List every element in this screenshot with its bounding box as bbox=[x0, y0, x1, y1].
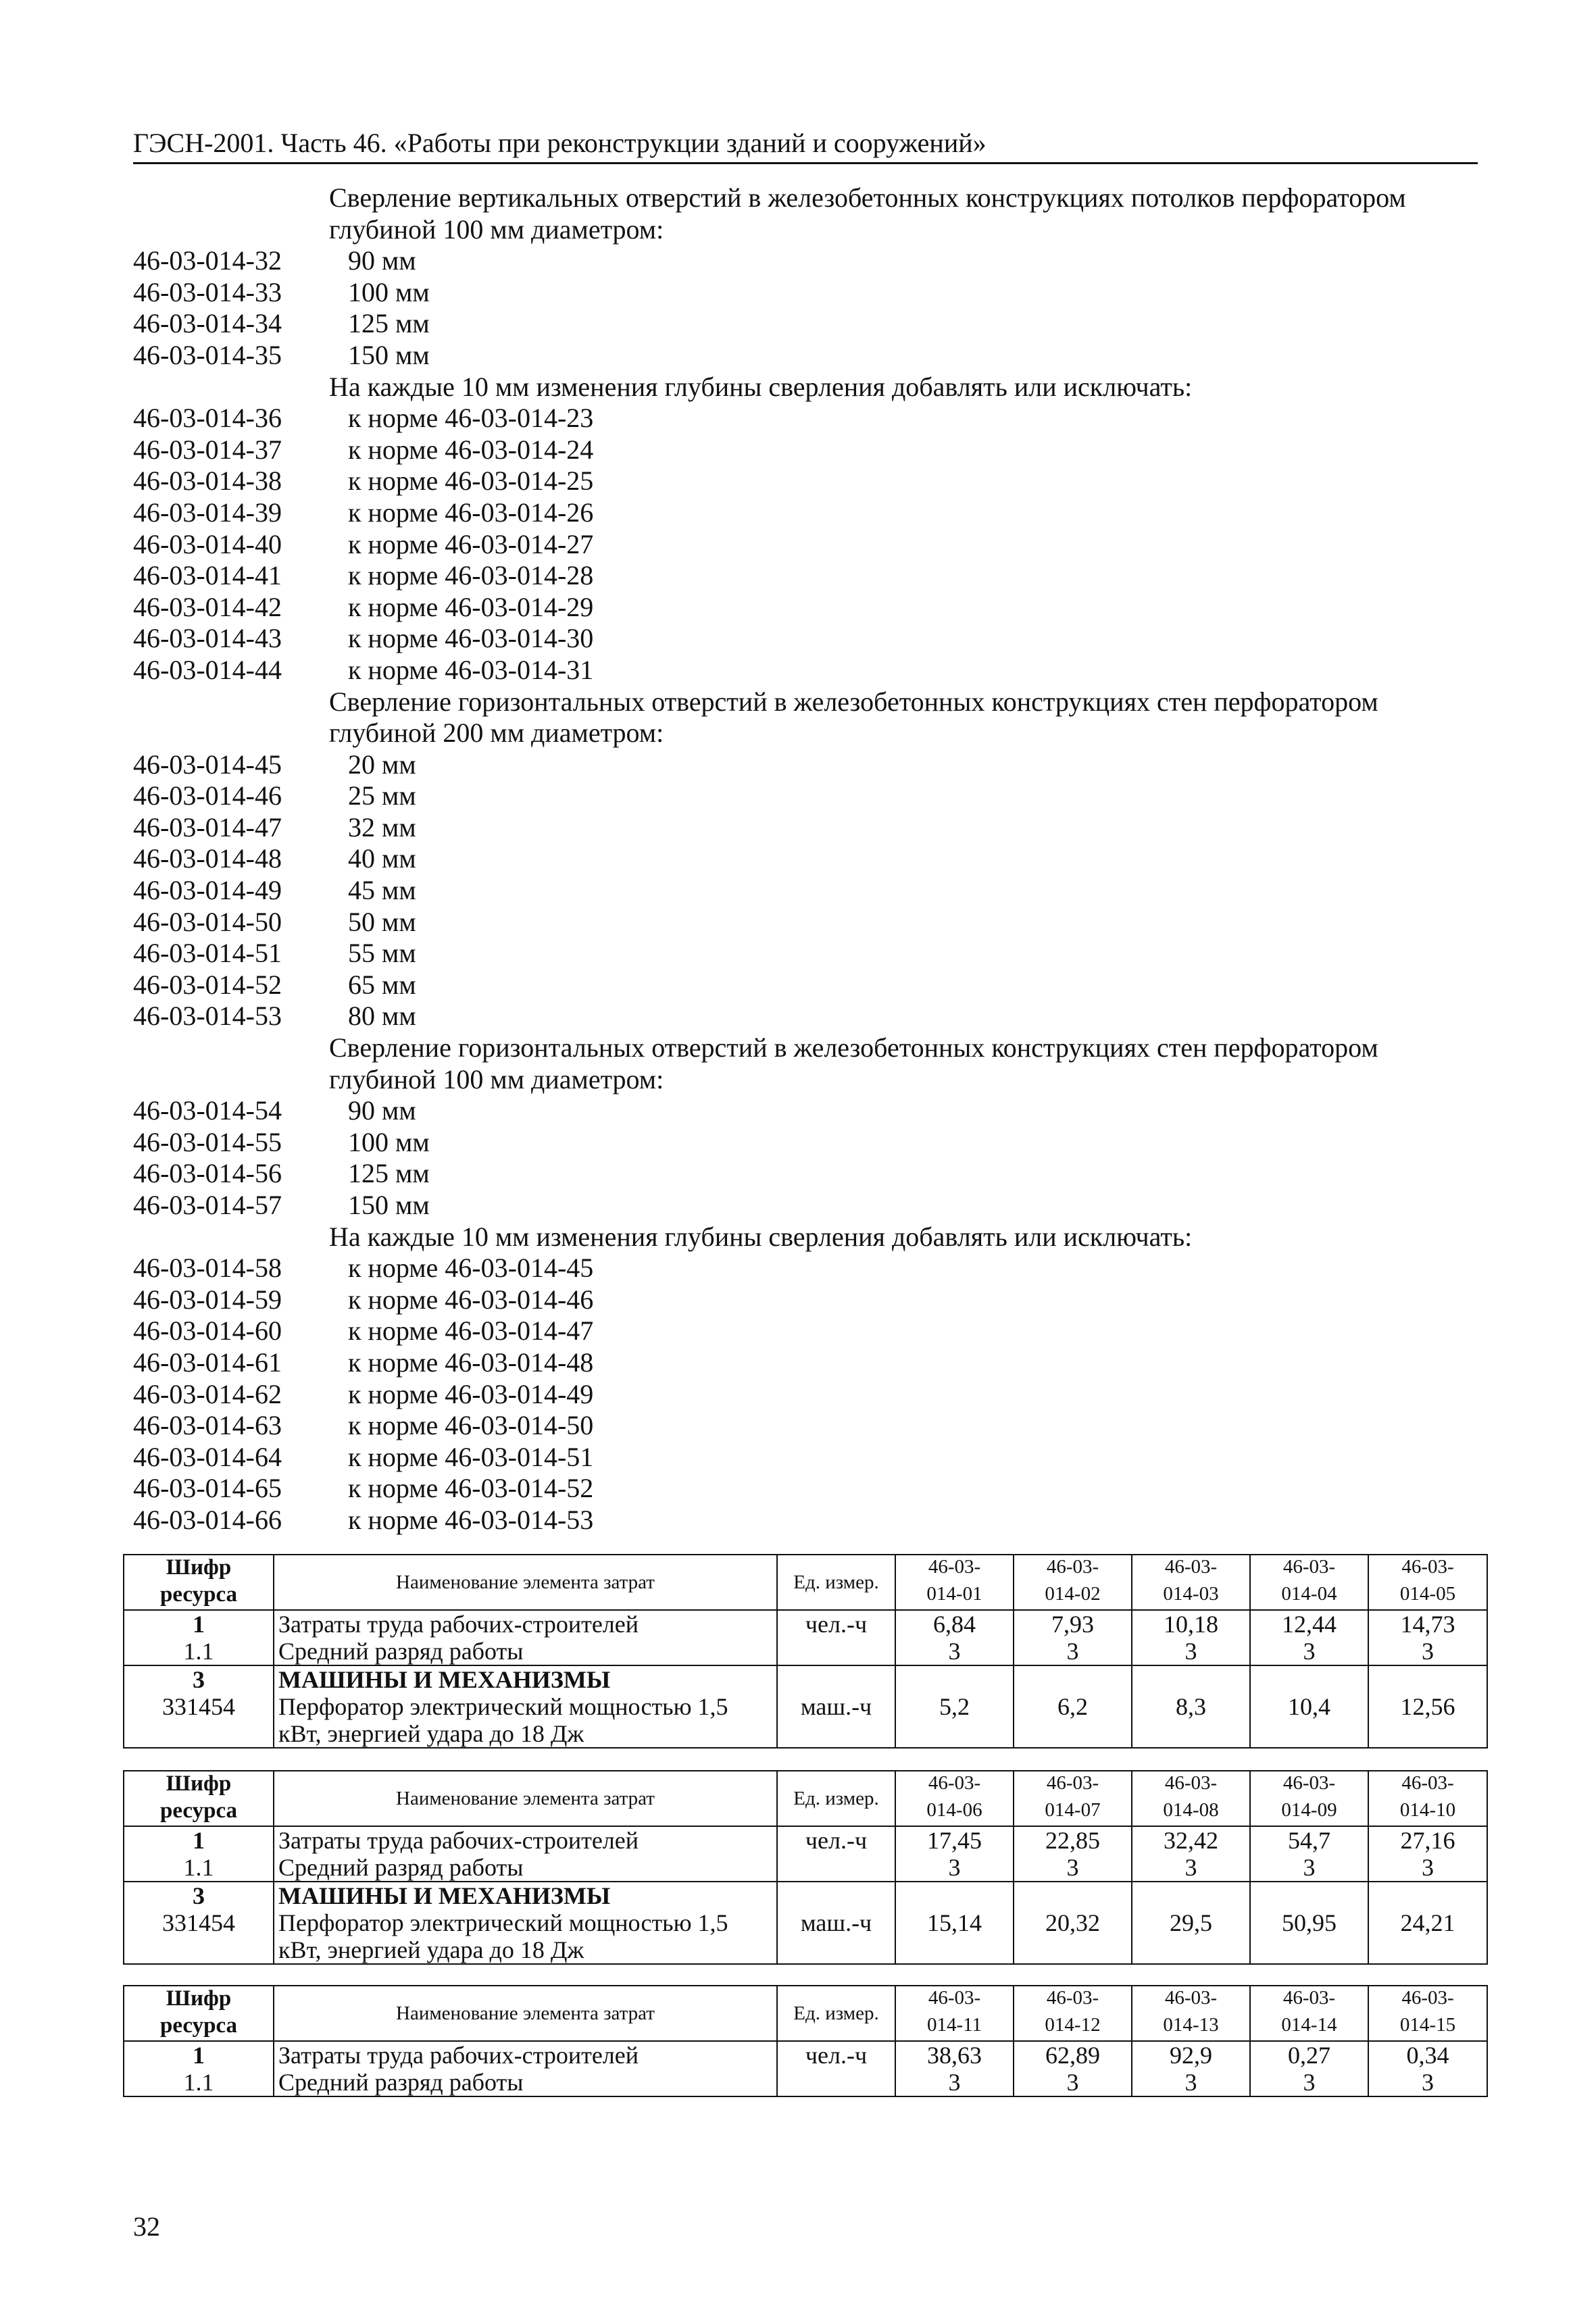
cipher-header: Шифр ресурса bbox=[124, 1555, 274, 1610]
table-row bbox=[124, 2041, 1487, 2096]
norm-value: 125 мм bbox=[348, 308, 430, 339]
list-item bbox=[133, 1001, 1478, 1032]
cipher-header: Шифр ресурса bbox=[124, 1986, 274, 2041]
unit-header: Ед. измер. bbox=[777, 1986, 895, 2041]
list-item bbox=[133, 245, 1478, 277]
norm-value: 65 мм bbox=[348, 969, 416, 1000]
norm-code: 46-03-014-61 bbox=[133, 1347, 282, 1378]
value-cell: 10,18 3 bbox=[1132, 1610, 1250, 1665]
norm-value: к норме 46-03-014-30 bbox=[348, 623, 594, 654]
section-heading: На каждые 10 мм изменения глубины сверления добавлять или исключать: bbox=[329, 371, 1193, 402]
list-item bbox=[133, 1284, 1478, 1316]
value-cell: 14,73 3 bbox=[1368, 1610, 1487, 1665]
norm-value: 150 мм bbox=[348, 339, 430, 370]
name-header: Наименование элемента затрат bbox=[274, 1555, 777, 1610]
value-cell: 54,7 3 bbox=[1250, 1826, 1368, 1882]
section-heading: Сверление горизонтальных отверстий в железобетонных конструкциях стен перфоратором bbox=[329, 686, 1378, 717]
column-header: 46-03- 014-05 bbox=[1368, 1555, 1487, 1610]
norm-code: 46-03-014-54 bbox=[133, 1095, 282, 1126]
list-item bbox=[133, 970, 1478, 1001]
list-item bbox=[133, 497, 1478, 529]
section-heading: глубиной 100 мм диаметром: bbox=[329, 213, 664, 245]
value-cell: 32,42 3 bbox=[1132, 1826, 1250, 1882]
name-cell: Затраты труда рабочих-строителей Средний разряд работы bbox=[274, 1826, 777, 1882]
norm-value: к норме 46-03-014-49 bbox=[348, 1378, 594, 1409]
page-header: ГЭСН-2001. Часть 46. «Работы при реконструкции зданий и сооружений» bbox=[133, 127, 1478, 164]
name-header: Наименование элемента затрат bbox=[274, 1986, 777, 2041]
norm-code: 46-03-014-41 bbox=[133, 560, 282, 591]
norm-code: 46-03-014-62 bbox=[133, 1378, 282, 1409]
list-item bbox=[133, 843, 1478, 875]
norm-value: к норме 46-03-014-52 bbox=[348, 1473, 594, 1504]
list-item bbox=[133, 1190, 1478, 1222]
table-row bbox=[124, 1826, 1487, 1882]
unit-cell: чел.-ч bbox=[777, 2041, 895, 2096]
norm-value: 45 мм bbox=[348, 875, 416, 906]
norm-value: 25 мм bbox=[348, 780, 416, 811]
value-cell: 10,4 bbox=[1250, 1665, 1368, 1748]
norm-code: 46-03-014-45 bbox=[133, 749, 282, 780]
table-header-row bbox=[124, 1771, 1487, 1826]
value-cell: 38,63 3 bbox=[895, 2041, 1014, 2096]
norm-value: 40 мм bbox=[348, 843, 416, 874]
norm-value: 100 мм bbox=[348, 276, 430, 307]
list-item bbox=[133, 1158, 1478, 1190]
norm-code: 46-03-014-37 bbox=[133, 434, 282, 465]
value-cell: 24,21 bbox=[1368, 1882, 1487, 1964]
value-cell: 6,2 bbox=[1014, 1665, 1132, 1748]
norm-value: к норме 46-03-014-29 bbox=[348, 591, 594, 622]
norm-code: 46-03-014-43 bbox=[133, 623, 282, 654]
norm-value: к норме 46-03-014-27 bbox=[348, 528, 594, 559]
unit-cell: маш.-ч bbox=[777, 1882, 895, 1964]
norm-value: 50 мм bbox=[348, 906, 416, 937]
value-cell: 0,27 3 bbox=[1250, 2041, 1368, 2096]
value-cell: 22,85 3 bbox=[1014, 1826, 1132, 1882]
column-header: 46-03- 014-07 bbox=[1014, 1771, 1132, 1826]
list-item bbox=[133, 812, 1478, 844]
norm-value: 80 мм bbox=[348, 1001, 416, 1032]
list-item bbox=[133, 529, 1478, 561]
norm-value: к норме 46-03-014-46 bbox=[348, 1284, 594, 1315]
norm-value: 20 мм bbox=[348, 749, 416, 780]
norm-code: 46-03-014-58 bbox=[133, 1253, 282, 1284]
table-row bbox=[124, 1610, 1487, 1665]
value-cell: 29,5 bbox=[1132, 1882, 1250, 1964]
norm-code: 46-03-014-53 bbox=[133, 1001, 282, 1032]
norm-value: к норме 46-03-014-23 bbox=[348, 403, 594, 434]
name-cell: МАШИНЫ И МЕХАНИЗМЫ Перфоратор электрический мощностью 1,5 кВт, энергией удара до 18 Дж bbox=[274, 1882, 777, 1964]
value-cell: 0,34 3 bbox=[1368, 2041, 1487, 2096]
resource-table-1 bbox=[123, 1554, 1488, 1749]
list-item bbox=[133, 1347, 1478, 1379]
list-item bbox=[133, 466, 1478, 497]
norm-code: 46-03-014-33 bbox=[133, 276, 282, 307]
norm-code: 46-03-014-64 bbox=[133, 1441, 282, 1472]
name-cell: МАШИНЫ И МЕХАНИЗМЫ Перфоратор электрический мощностью 1,5 кВт, энергией удара до 18 Дж bbox=[274, 1665, 777, 1748]
list-item bbox=[133, 1473, 1478, 1505]
norm-value: к норме 46-03-014-50 bbox=[348, 1410, 594, 1441]
unit-cell: маш.-ч bbox=[777, 1665, 895, 1748]
page-number: 32 bbox=[133, 2211, 160, 2242]
column-header: 46-03- 014-03 bbox=[1132, 1555, 1250, 1610]
norm-code: 46-03-014-51 bbox=[133, 938, 282, 969]
name-header: Наименование элемента затрат bbox=[274, 1771, 777, 1826]
norm-value: к норме 46-03-014-31 bbox=[348, 654, 594, 685]
list-item bbox=[133, 1127, 1478, 1159]
norm-code: 46-03-014-57 bbox=[133, 1190, 282, 1220]
norm-value: к норме 46-03-014-45 bbox=[348, 1253, 594, 1284]
unit-cell: чел.-ч bbox=[777, 1826, 895, 1882]
norm-code: 46-03-014-38 bbox=[133, 466, 282, 497]
norm-code: 46-03-014-35 bbox=[133, 339, 282, 370]
norm-code: 46-03-014-59 bbox=[133, 1284, 282, 1315]
norm-code: 46-03-014-63 bbox=[133, 1410, 282, 1441]
norm-value: к норме 46-03-014-28 bbox=[348, 560, 594, 591]
resource-table-3 bbox=[123, 1985, 1488, 2097]
value-cell: 92,9 3 bbox=[1132, 2041, 1250, 2096]
norm-code: 46-03-014-32 bbox=[133, 245, 282, 276]
column-header: 46-03- 014-13 bbox=[1132, 1986, 1250, 2041]
list-item bbox=[133, 907, 1478, 938]
list-item bbox=[133, 1410, 1478, 1442]
list-item bbox=[133, 1505, 1478, 1536]
norm-code: 46-03-014-36 bbox=[133, 403, 282, 434]
norm-code: 46-03-014-47 bbox=[133, 811, 282, 842]
norm-value: к норме 46-03-014-48 bbox=[348, 1347, 594, 1378]
value-cell: 12,44 3 bbox=[1250, 1610, 1368, 1665]
norm-code: 46-03-014-46 bbox=[133, 780, 282, 811]
value-cell: 8,3 bbox=[1132, 1665, 1250, 1748]
norm-value: к норме 46-03-014-26 bbox=[348, 497, 594, 528]
section-heading: На каждые 10 мм изменения глубины сверления добавлять или исключать: bbox=[329, 1221, 1193, 1252]
section-heading: Сверление вертикальных отверстий в железобетонных конструкциях потолков перфоратором bbox=[329, 182, 1406, 213]
norm-code-list bbox=[133, 182, 1478, 1536]
norm-value: 90 мм bbox=[348, 1095, 416, 1126]
column-header: 46-03- 014-04 bbox=[1250, 1555, 1368, 1610]
norm-code: 46-03-014-60 bbox=[133, 1315, 282, 1347]
norm-value: к норме 46-03-014-47 bbox=[348, 1315, 594, 1347]
norm-value: к норме 46-03-014-53 bbox=[348, 1504, 594, 1535]
value-cell: 27,16 3 bbox=[1368, 1826, 1487, 1882]
cipher-cell: 1 1.1 bbox=[124, 1610, 274, 1665]
list-item bbox=[133, 655, 1478, 686]
list-item bbox=[133, 938, 1478, 970]
section-heading: глубиной 200 мм диаметром: bbox=[329, 718, 664, 749]
norm-code: 46-03-014-66 bbox=[133, 1504, 282, 1535]
norm-code: 46-03-014-65 bbox=[133, 1473, 282, 1504]
unit-header: Ед. измер. bbox=[777, 1771, 895, 1826]
list-item bbox=[133, 623, 1478, 655]
column-header: 46-03- 014-09 bbox=[1250, 1771, 1368, 1826]
value-cell: 20,32 bbox=[1014, 1882, 1132, 1964]
cipher-cell: 1 1.1 bbox=[124, 2041, 274, 2096]
list-item bbox=[133, 1315, 1478, 1347]
cipher-cell: 3 331454 bbox=[124, 1665, 274, 1748]
value-cell: 7,93 3 bbox=[1014, 1610, 1132, 1665]
column-header: 46-03- 014-14 bbox=[1250, 1986, 1368, 2041]
list-item bbox=[133, 875, 1478, 907]
unit-cell: чел.-ч bbox=[777, 1610, 895, 1665]
table-row bbox=[124, 1665, 1487, 1748]
norm-code: 46-03-014-34 bbox=[133, 308, 282, 339]
norm-code: 46-03-014-56 bbox=[133, 1158, 282, 1189]
cipher-cell: 1 1.1 bbox=[124, 1826, 274, 1882]
value-cell: 15,14 bbox=[895, 1882, 1014, 1964]
column-header: 46-03- 014-11 bbox=[895, 1986, 1014, 2041]
list-item bbox=[133, 308, 1478, 340]
column-header: 46-03- 014-08 bbox=[1132, 1771, 1250, 1826]
name-cell: Затраты труда рабочих-строителей Средний разряд работы bbox=[274, 1610, 777, 1665]
list-item bbox=[133, 340, 1478, 372]
value-cell: 62,89 3 bbox=[1014, 2041, 1132, 2096]
name-cell: Затраты труда рабочих-строителей Средний разряд работы bbox=[274, 2041, 777, 2096]
column-header: 46-03- 014-02 bbox=[1014, 1555, 1132, 1610]
cipher-header: Шифр ресурса bbox=[124, 1771, 274, 1826]
norm-code: 46-03-014-44 bbox=[133, 654, 282, 685]
list-item bbox=[133, 749, 1478, 781]
norm-value: к норме 46-03-014-51 bbox=[348, 1441, 594, 1472]
list-item bbox=[133, 277, 1478, 309]
table-header-row bbox=[124, 1555, 1487, 1610]
cipher-cell: 3 331454 bbox=[124, 1882, 274, 1964]
column-header: 46-03- 014-12 bbox=[1014, 1986, 1132, 2041]
unit-header: Ед. измер. bbox=[777, 1555, 895, 1610]
list-item bbox=[133, 403, 1478, 434]
value-cell: 50,95 bbox=[1250, 1882, 1368, 1964]
column-header: 46-03- 014-10 bbox=[1368, 1771, 1487, 1826]
norm-value: 55 мм bbox=[348, 938, 416, 969]
norm-value: к норме 46-03-014-24 bbox=[348, 434, 594, 465]
norm-value: 150 мм bbox=[348, 1190, 430, 1220]
norm-code: 46-03-014-42 bbox=[133, 591, 282, 622]
norm-value: 100 мм bbox=[348, 1126, 430, 1157]
value-cell: 6,84 3 bbox=[895, 1610, 1014, 1665]
value-cell: 17,45 3 bbox=[895, 1826, 1014, 1882]
column-header: 46-03- 014-01 bbox=[895, 1555, 1014, 1610]
norm-code: 46-03-014-39 bbox=[133, 497, 282, 528]
norm-code: 46-03-014-52 bbox=[133, 969, 282, 1000]
norm-code: 46-03-014-50 bbox=[133, 906, 282, 937]
table-row bbox=[124, 1882, 1487, 1964]
table-header-row bbox=[124, 1986, 1487, 2041]
list-item bbox=[133, 592, 1478, 624]
section-heading: Сверление горизонтальных отверстий в железобетонных конструкциях стен перфоратором bbox=[329, 1032, 1378, 1063]
list-item bbox=[133, 434, 1478, 466]
value-cell: 5,2 bbox=[895, 1665, 1014, 1748]
norm-value: 125 мм bbox=[348, 1158, 430, 1189]
list-item bbox=[133, 560, 1478, 592]
list-item bbox=[133, 1379, 1478, 1411]
norm-value: 90 мм bbox=[348, 245, 416, 276]
list-item bbox=[133, 780, 1478, 812]
norm-code: 46-03-014-40 bbox=[133, 528, 282, 559]
resource-table-2 bbox=[123, 1770, 1488, 1965]
norm-value: к норме 46-03-014-25 bbox=[348, 466, 594, 497]
list-item bbox=[133, 1095, 1478, 1127]
norm-code: 46-03-014-49 bbox=[133, 875, 282, 906]
value-cell: 12,56 bbox=[1368, 1665, 1487, 1748]
list-item bbox=[133, 1442, 1478, 1474]
norm-code: 46-03-014-55 bbox=[133, 1126, 282, 1157]
norm-value: 32 мм bbox=[348, 811, 416, 842]
list-item bbox=[133, 1253, 1478, 1284]
column-header: 46-03- 014-15 bbox=[1368, 1986, 1487, 2041]
column-header: 46-03- 014-06 bbox=[895, 1771, 1014, 1826]
section-heading: глубиной 100 мм диаметром: bbox=[329, 1063, 664, 1095]
norm-code: 46-03-014-48 bbox=[133, 843, 282, 874]
